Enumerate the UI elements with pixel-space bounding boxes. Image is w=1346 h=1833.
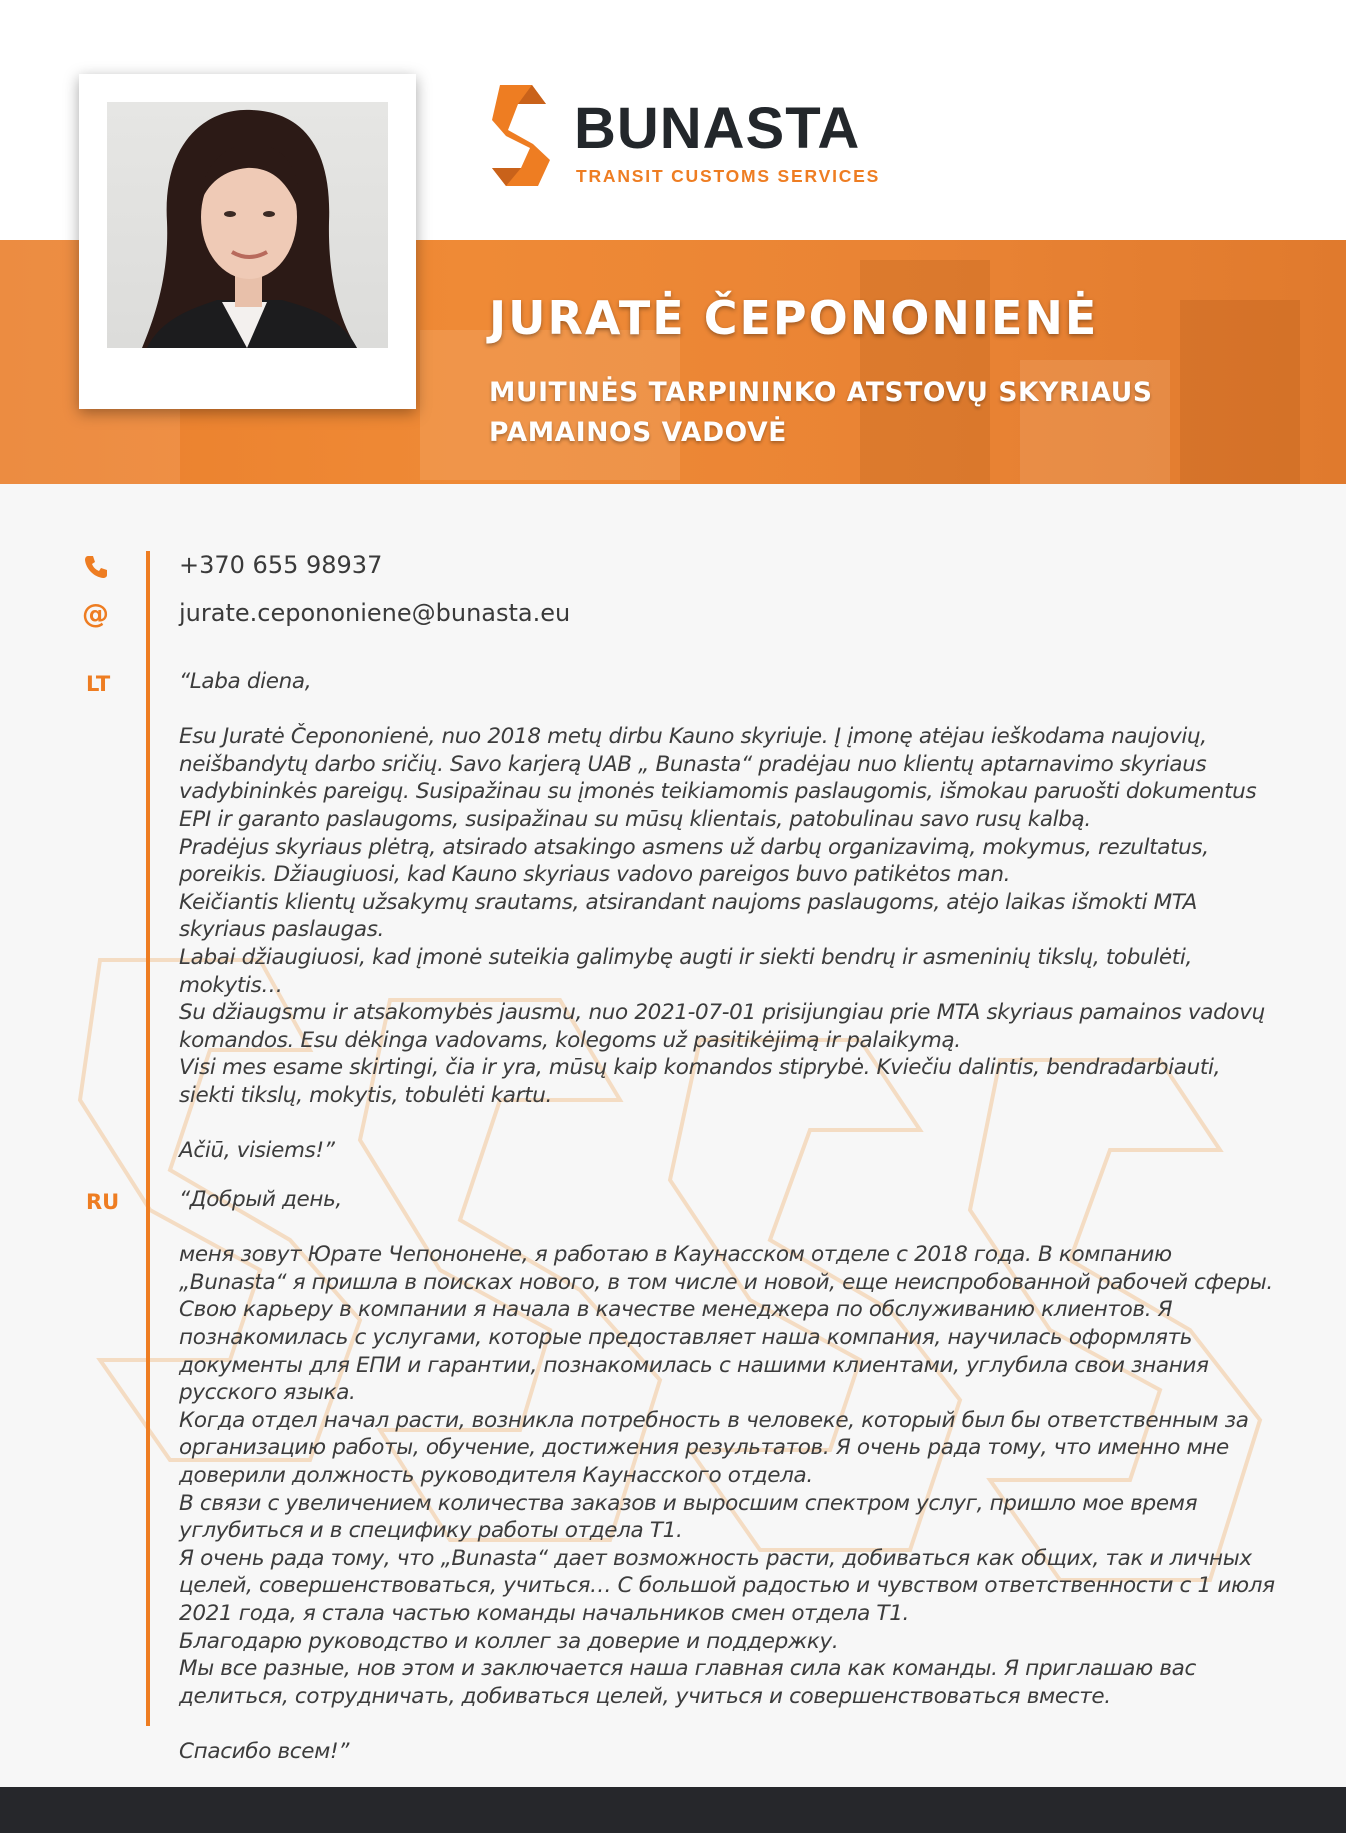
ru-closing: Спасибо всем!”: [179, 1738, 350, 1764]
position-line-2: PAMAINOS VADOVĖ: [489, 417, 787, 448]
ru-greeting: “Добрый день,: [179, 1187, 342, 1212]
bunasta-logo: [488, 82, 881, 192]
at-icon: @: [82, 599, 109, 630]
logo-tagline: TRANSIT CUSTOMS SERVICES: [576, 166, 881, 186]
lt-closing: Ačiū, visiems!”: [179, 1138, 335, 1164]
lt-paragraph: Labai džiaugiuosi, kad įmonė suteikia galimybę augti ir siekti bendrų ir asmeninių tikslų, tobulėti, mokytis…: [179, 944, 1192, 998]
ru-paragraph: В связи с увеличением количества заказов и выросшим спектром услуг, пришло мое время углубиться и в специфику работы отдела Т1.: [179, 1490, 1198, 1544]
footer-bar: [0, 1787, 1346, 1833]
lt-paragraph: Pradėjus skyriaus plėtrą, atsirado atsakingo asmens už darbų organizavimą, mokymus, rezultatus, poreikis. Džiaugiuosi, kad Kauno skyriaus vadovo pareigos buvo patikėtos man.: [179, 834, 1209, 888]
position-line-1: MUITINĖS TARPININKO ATSTOVŲ SKYRIAUS: [489, 377, 1153, 408]
lt-paragraph: Su džiaugsmu ir atsakomybės jausmu, nuo 2021-07-01 prisijungiau prie MTA skyriaus pamainos vadovų komandos. Esu dėkinga vadovams, kolegoms už pasitikėjimą ir palaikymą.: [179, 1000, 1265, 1053]
ru-paragraph: Мы все разные, нов этом и заключается наша главная сила как команды. Я приглашаю вас делиться, сотрудничать, добиваться целей, учиться и совершенствоваться вместе.: [179, 1656, 1196, 1709]
person-name: JURATĖ ČEPONONIENĖ: [489, 291, 1099, 345]
lt-paragraph: Visi mes esame skirtingi, čia ir yra, mūsų kaip komandos stiprybė. Kviečiu dalintis, bendradarbiauti, siekti tikslų, mokytis, tobulėti kartu.: [179, 1055, 1221, 1108]
ru-text: [179, 1186, 1279, 1765]
profile-photo-frame: [79, 74, 416, 409]
logo-mark-icon: [488, 82, 564, 192]
ru-label: RU: [86, 1190, 120, 1214]
person-position: [489, 373, 1249, 453]
content-divider-line: [146, 551, 150, 1726]
ru-paragraph: меня зовут Юрате Чепононене, я работаю в Каунасском отделе с 2018 года. В компанию „Bunasta“ я пришла в поисках нового, в том числе и новой, еще неиспробованной рабочей сферы. Свою карьеру в компании я начала в качестве менеджера по обслуживанию клиентов. Я познакомилась с услугами, которые предоставляет наша компания, научилась оформлять документы для ЕПИ и гарантии, познакомилась с нашими клиентами, углубила свои знания русского языка.: [179, 1242, 1273, 1406]
ru-paragraph: Я очень рада тому, что „Bunasta“ дает возможность расти, добиваться как общих, так и личных целей, совершенствоваться, учиться… С большой радостью и чувством ответственности с 1 июля 2021 года, я стала частью команды начальников смен отдела Т1.: [179, 1545, 1275, 1626]
lt-label: LT: [86, 672, 111, 696]
phone-number[interactable]: +370 655 98937: [179, 551, 383, 579]
lt-paragraph: Esu Juratė Čepononienė, nuo 2018 metų dirbu Kauno skyriuje. Į įmonę atėjau ieškodama naujovių, neišbandytų darbo sričių. Savo karjerą UAB „ Bunasta“ pradėjau nuo klientų aptarnavimo skyriaus vadybininkės pareigų. Susipažinau su įmonės teikiamomis paslaugomis, išmokau paruošti dokumentus EPI ir garanto paslaugoms, susipažinau su mūsų klientais, patobulinau savo rusų kalbą.: [179, 724, 1257, 832]
ru-paragraph: Когда отдел начал расти, возникла потребность в человеке, который был бы ответственным за организацию работы, обучение, достижения результатов. Я очень рада тому, что именно мне доверили должность руководителя Каунасского отдела.: [179, 1407, 1249, 1488]
lt-text: [179, 668, 1279, 1165]
logo-name: BUNASTA: [574, 96, 861, 161]
ru-paragraph: Благодарю руководство и коллег за доверие и поддержку.: [179, 1628, 839, 1654]
email-address[interactable]: jurate.cepononiene@bunasta.eu: [179, 599, 571, 627]
lt-paragraph: Keičiantis klientų užsakymų srautams, atsirandant naujoms paslaugoms, atėjo laikas išmokti MTA skyriaus paslaugas.: [179, 889, 1197, 943]
profile-photo: [107, 102, 388, 348]
lt-greeting: “Laba diena,: [179, 669, 312, 694]
phone-icon: [82, 553, 112, 583]
